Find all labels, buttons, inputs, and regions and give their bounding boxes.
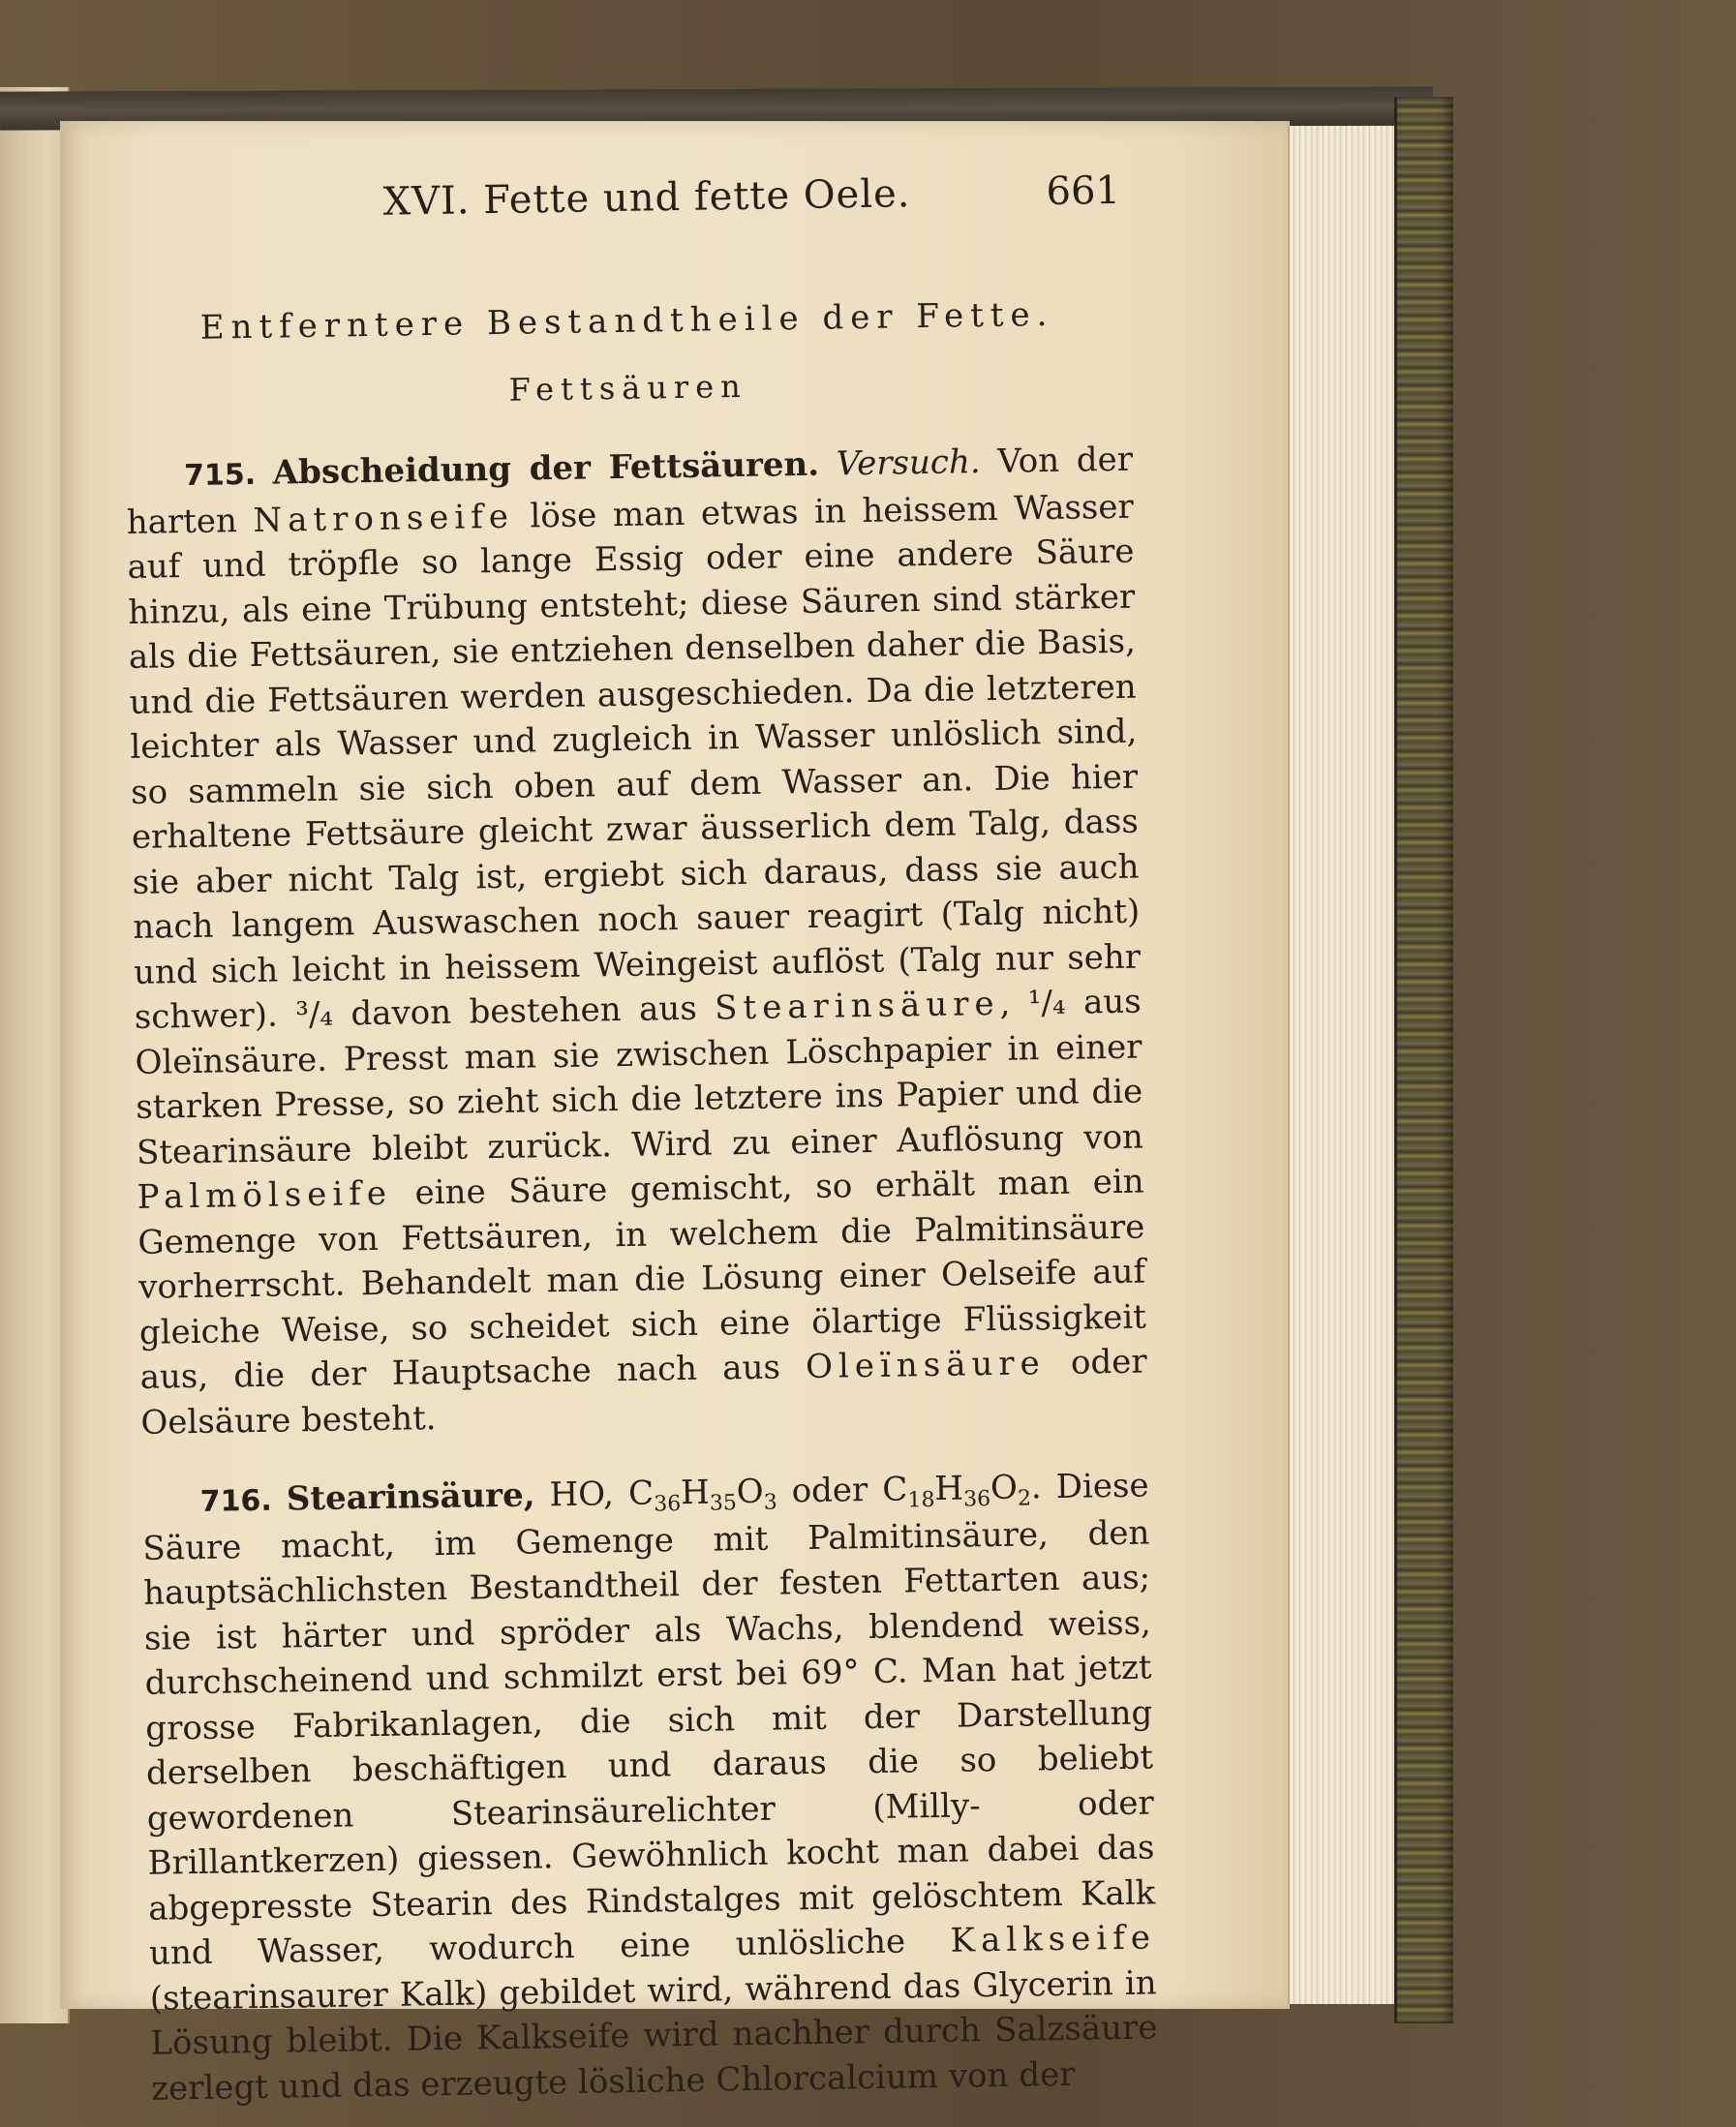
subscript: 2 <box>1017 1486 1032 1511</box>
section-heading: Entferntere Bestandtheile der Fette. <box>199 294 1054 348</box>
fraction: ³/₄ <box>294 994 334 1035</box>
running-head <box>121 149 1129 261</box>
formula-part: HO, C <box>549 1474 655 1515</box>
experiment-label: Versuch. <box>836 442 981 484</box>
formula-new <box>882 1468 1032 1513</box>
running-title: XVI. Fette und fette Oele. <box>382 171 911 225</box>
text-run: Von der harten <box>126 440 1134 542</box>
page-text <box>121 149 1158 2112</box>
subscript: 35 <box>709 1491 738 1516</box>
text-run: aus Oleïnsäure. Presst man sie zwischen Löschpapier in einer starken Presse, so zieht sich die letztere ins Papier und die Stearinsäure bleibt zurück. Wird zu einer Auflösung von <box>135 982 1144 1172</box>
spaced-term: Palmölseife <box>137 1173 393 1217</box>
text-run: davon bestehen aus <box>332 988 716 1034</box>
formula-old <box>549 1473 777 1515</box>
text-run: , <box>999 984 1029 1023</box>
subheading: Fettsäuren <box>508 367 748 409</box>
paragraph-715 <box>126 438 1148 1445</box>
text-run: eine Säure gemischt, so erhält man ein Gemenge von Fettsäuren, in welchem die Palmitinsäure vorherrscht. Behandelt man die Lösung einer Oelseife auf gleiche Weise, so scheidet sich eine ölartige Flüssigkeit aus, die der Hauptsache nach aus <box>137 1162 1147 1397</box>
paragraph-716 <box>141 1463 1158 2111</box>
text-run: (stearinsaurer Kalk) gebildet wird, während das Glycerin in Lösung bleibt. Die Kalkseife wird nachher durch Salzsäure zerlegt und das erzeugte lösliche Chlorcalcium von der <box>149 1962 1158 2109</box>
fraction: ¹/₄ <box>1027 983 1066 1023</box>
formula-part: H <box>934 1469 964 1508</box>
text-run: . Diese Säure macht, im Gemenge mit Palmitinsäure, den hauptsächlichsten Bestandtheil der festen Fettarten aus; sie ist härter und spröder als Wachs, blendend weiss, durchscheinend und schmilzt erst bei 69° C. Man hat jetzt grosse Fabrikanlagen, die sich mit der Darstellung derselben beschäftigen und daraus die so beliebt gewordenen Stearinsäurelichter (Milly- oder Brillantkerzen) giessen. Gewöhnlich kocht man dabei das abgepresste Stearin des Rindstalges mit gelöschtem Kalk und Wasser, wodurch eine unlösliche <box>142 1466 1156 1973</box>
formula-part: C <box>882 1470 908 1509</box>
paragraph-number: 715. <box>183 457 257 494</box>
spaced-term: Kalkseife <box>950 1918 1157 1960</box>
text-run: oder <box>777 1470 883 1511</box>
formula-part: H <box>680 1473 711 1513</box>
page-number: 661 <box>1046 167 1121 214</box>
formula-part: O <box>736 1472 764 1512</box>
subscript: 3 <box>763 1490 777 1515</box>
paragraph-number: 716. <box>199 1483 273 1519</box>
subscript: 18 <box>907 1487 935 1513</box>
book-spine <box>1394 97 1453 2023</box>
spaced-term: Stearinsäure <box>714 984 1000 1028</box>
page-block-edge <box>1288 126 1398 2004</box>
spaced-term: Oleïnsäure <box>805 1344 1047 1387</box>
subscript: 36 <box>654 1492 682 1517</box>
paragraph-title: Stearinsäure, <box>286 1475 535 1519</box>
text-run: löse man etwas in heissem Wasser auf und tröpfle so lange Essig oder eine andere Säure hinzu, als eine Trübung entsteht; diese Säuren sind stärker als die Fettsäuren, sie entziehen denselben daher die Basis, und die Fettsäuren werden ausgeschieden. Da die letzteren leichter als Wasser und zugleich in Wasser unlöslich sind, so sammeln sie sich oben auf dem Wasser an. Die hier erhaltene Fettsäure gleicht zwar äusserlich dem Talg, dass sie aber nicht Talg ist, ergiebt sich daraus, dass sie auch nach langem Auswaschen noch sauer reagirt (Talg nicht) und sich leicht in heissem Weingeist auflöst (Talg nur sehr schwer). <box>127 487 1142 1037</box>
spaced-term: Natronseife <box>253 497 515 540</box>
paragraph-title: Abscheidung der Fettsäuren. <box>272 444 820 493</box>
subscript: 36 <box>962 1487 991 1512</box>
text-run: oder Oelsäure besteht. <box>140 1342 1147 1443</box>
formula-part: O <box>990 1468 1019 1508</box>
